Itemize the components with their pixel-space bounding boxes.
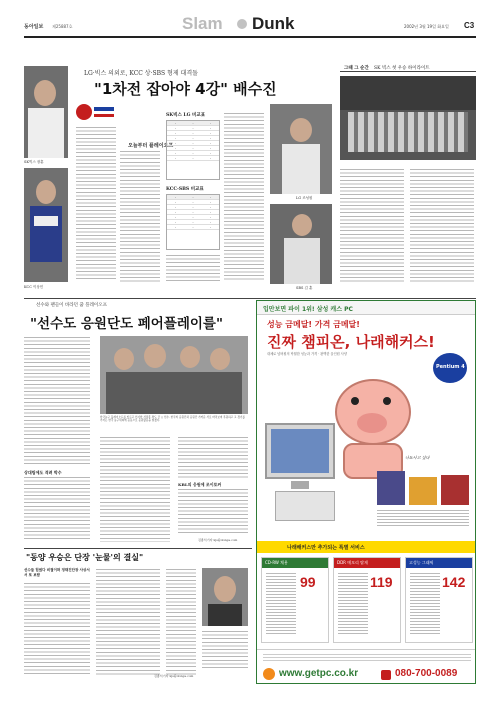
- body-col-3: [166, 254, 220, 282]
- player-photo-1: [24, 66, 68, 158]
- body-4-col-3: [166, 568, 196, 676]
- body-4-col-1: [24, 582, 90, 676]
- column-body-2: [410, 168, 474, 284]
- ball-icon: [237, 19, 247, 29]
- player-photo-4: [270, 204, 332, 284]
- ad-headline-small: 성능 금메달! 가격 금메달!: [267, 320, 360, 329]
- ad-phone[interactable]: 080-700-0089: [395, 668, 458, 679]
- advertisement[interactable]: [256, 300, 476, 684]
- team-logo-lg: [76, 104, 114, 122]
- headline: "1차전 잡아야 4강" 배수진: [94, 80, 277, 98]
- subhead-3b: KBL의 응원에 조이토커: [178, 482, 222, 487]
- body-3-col-3: [178, 436, 248, 480]
- subhead-3a: 상대팀에도 격려 박수: [24, 470, 62, 475]
- photo-caption-1: SK빅스 장훈: [24, 160, 44, 164]
- fans-photo: [100, 336, 248, 414]
- price-column-2[interactable]: [333, 557, 401, 643]
- ad-sub: 대체로 넘버원의 탁월한 성능과 가격 · 완벽한 올인원 사양: [267, 352, 347, 356]
- story-dongyang: [24, 550, 252, 680]
- price-model-1: CD-RW 채용: [265, 560, 288, 565]
- column-title: SK 빅스 첫 우승 하이라이트: [374, 66, 430, 71]
- team-photo: [340, 76, 476, 160]
- subhead-4: 선수들 힘썼다 비결이며 정태진단장 사상서서 또 보람: [24, 568, 90, 577]
- section-title-slam: Slam: [182, 14, 223, 33]
- page-number: C3: [464, 21, 475, 30]
- byline-4: 김종석기자 kjs@donga.com: [154, 674, 194, 678]
- price-1: 99: [300, 574, 316, 590]
- player-photo-3: [270, 104, 332, 194]
- ad-headline: 진짜 챔피온, 나래해커스!: [267, 333, 435, 351]
- photo-caption-2: KCC 이상민: [24, 285, 44, 289]
- photo-caption-4: SBS 김 훈: [296, 286, 313, 290]
- stats-table-2: · · · · · · · · · · · · · · · · · · · · ·: [166, 194, 220, 250]
- player-photo-2: [24, 168, 68, 282]
- body-col-2: [120, 150, 160, 282]
- divider-2: [24, 548, 252, 549]
- pentium-badge-label: Pentium 4: [436, 364, 465, 370]
- paper-name: 동아일보: [24, 24, 44, 30]
- price-column-3[interactable]: [405, 557, 473, 643]
- official-photo: [202, 568, 248, 626]
- price-model-2: DDR 메모리 탑재: [337, 560, 368, 565]
- ad-bubble: 나도사고 싶다: [405, 455, 430, 460]
- issue-date: 2002년 3월 19일 화요일: [404, 24, 449, 29]
- section-title-dunk: Dunk: [252, 14, 295, 33]
- column-kicker: 그때 그 순간: [344, 66, 369, 71]
- table-title-1: SK빅스 LG 비교표: [166, 113, 206, 118]
- body-col-1: [76, 126, 116, 282]
- story-playoff-preview: [24, 44, 334, 294]
- kicker-3: 선수와 팬들이 바라던 꿈 플레이오프: [36, 303, 107, 308]
- photo-caption-3: LG 조성원: [296, 196, 313, 200]
- column-body-1: [340, 168, 404, 284]
- body-col-4: [224, 112, 264, 282]
- ad-url[interactable]: www.getpc.co.kr: [279, 668, 359, 679]
- photo-caption-fans: 한국농구 플레이오프를 앞두고 인사한 서장훈·박도 간 ○ 선수. 한국의 응원단과 응원단 가까운 서로 바라보며 후원하고 고 경기를 가자는 한국 농구대회에 공동으로 응원활동을 펼쳤다.: [100, 416, 245, 423]
- divider: [24, 298, 476, 299]
- pig-mascot-icon: [317, 371, 430, 481]
- body-4-col-4: [202, 630, 248, 670]
- ad-bottom-line: 나래해커스만 추가되는 특별 서비스: [287, 545, 365, 551]
- story-highlight: [340, 64, 476, 296]
- globe-icon: [263, 668, 275, 680]
- masthead: [24, 14, 476, 38]
- phone-icon: [381, 670, 391, 680]
- headline-3: "선수도 응원단도 페어플레이를": [30, 316, 223, 332]
- price-column-1[interactable]: [261, 557, 329, 643]
- body-3-col-2: [100, 436, 170, 542]
- story-fair-play: [24, 300, 252, 545]
- column-kicker-box: [340, 64, 476, 72]
- kicker: LG·빅스 의외로, KCC 상·SBS 형제 대격돌: [84, 70, 198, 77]
- ad-top-bar: [257, 301, 476, 315]
- price-2: 119: [370, 574, 393, 590]
- body-4-col-2: [96, 568, 160, 676]
- issue-number: 제25887호: [52, 24, 73, 29]
- stats-table-1: · · · · · · · · · · · · · · · · · · · · · · · ·: [166, 120, 220, 180]
- prize-boxes: [377, 471, 469, 531]
- ad-top-label: 입만보면 파이 1위! 삼성 캐스 PC: [263, 306, 353, 313]
- price-3: 142: [442, 574, 466, 590]
- ad-yellow-strip: [257, 541, 476, 553]
- byline-3: 김종석기자 kjs@donga.com: [198, 538, 238, 542]
- body-3-col-1: [24, 336, 90, 466]
- body-3-col-1b: [24, 476, 90, 542]
- headline-4: "동양 우승은 단장 '눈물'의 결실": [26, 553, 144, 562]
- pentium-badge: [433, 353, 467, 383]
- price-model-3: 고성능 그래픽: [409, 560, 434, 565]
- subheadline: 오늘부터 플레이오프: [128, 143, 174, 149]
- table-title-2: KCC-SBS 비교표: [166, 187, 204, 192]
- ad-footer: [257, 649, 476, 684]
- body-3-col-3b: [178, 488, 248, 536]
